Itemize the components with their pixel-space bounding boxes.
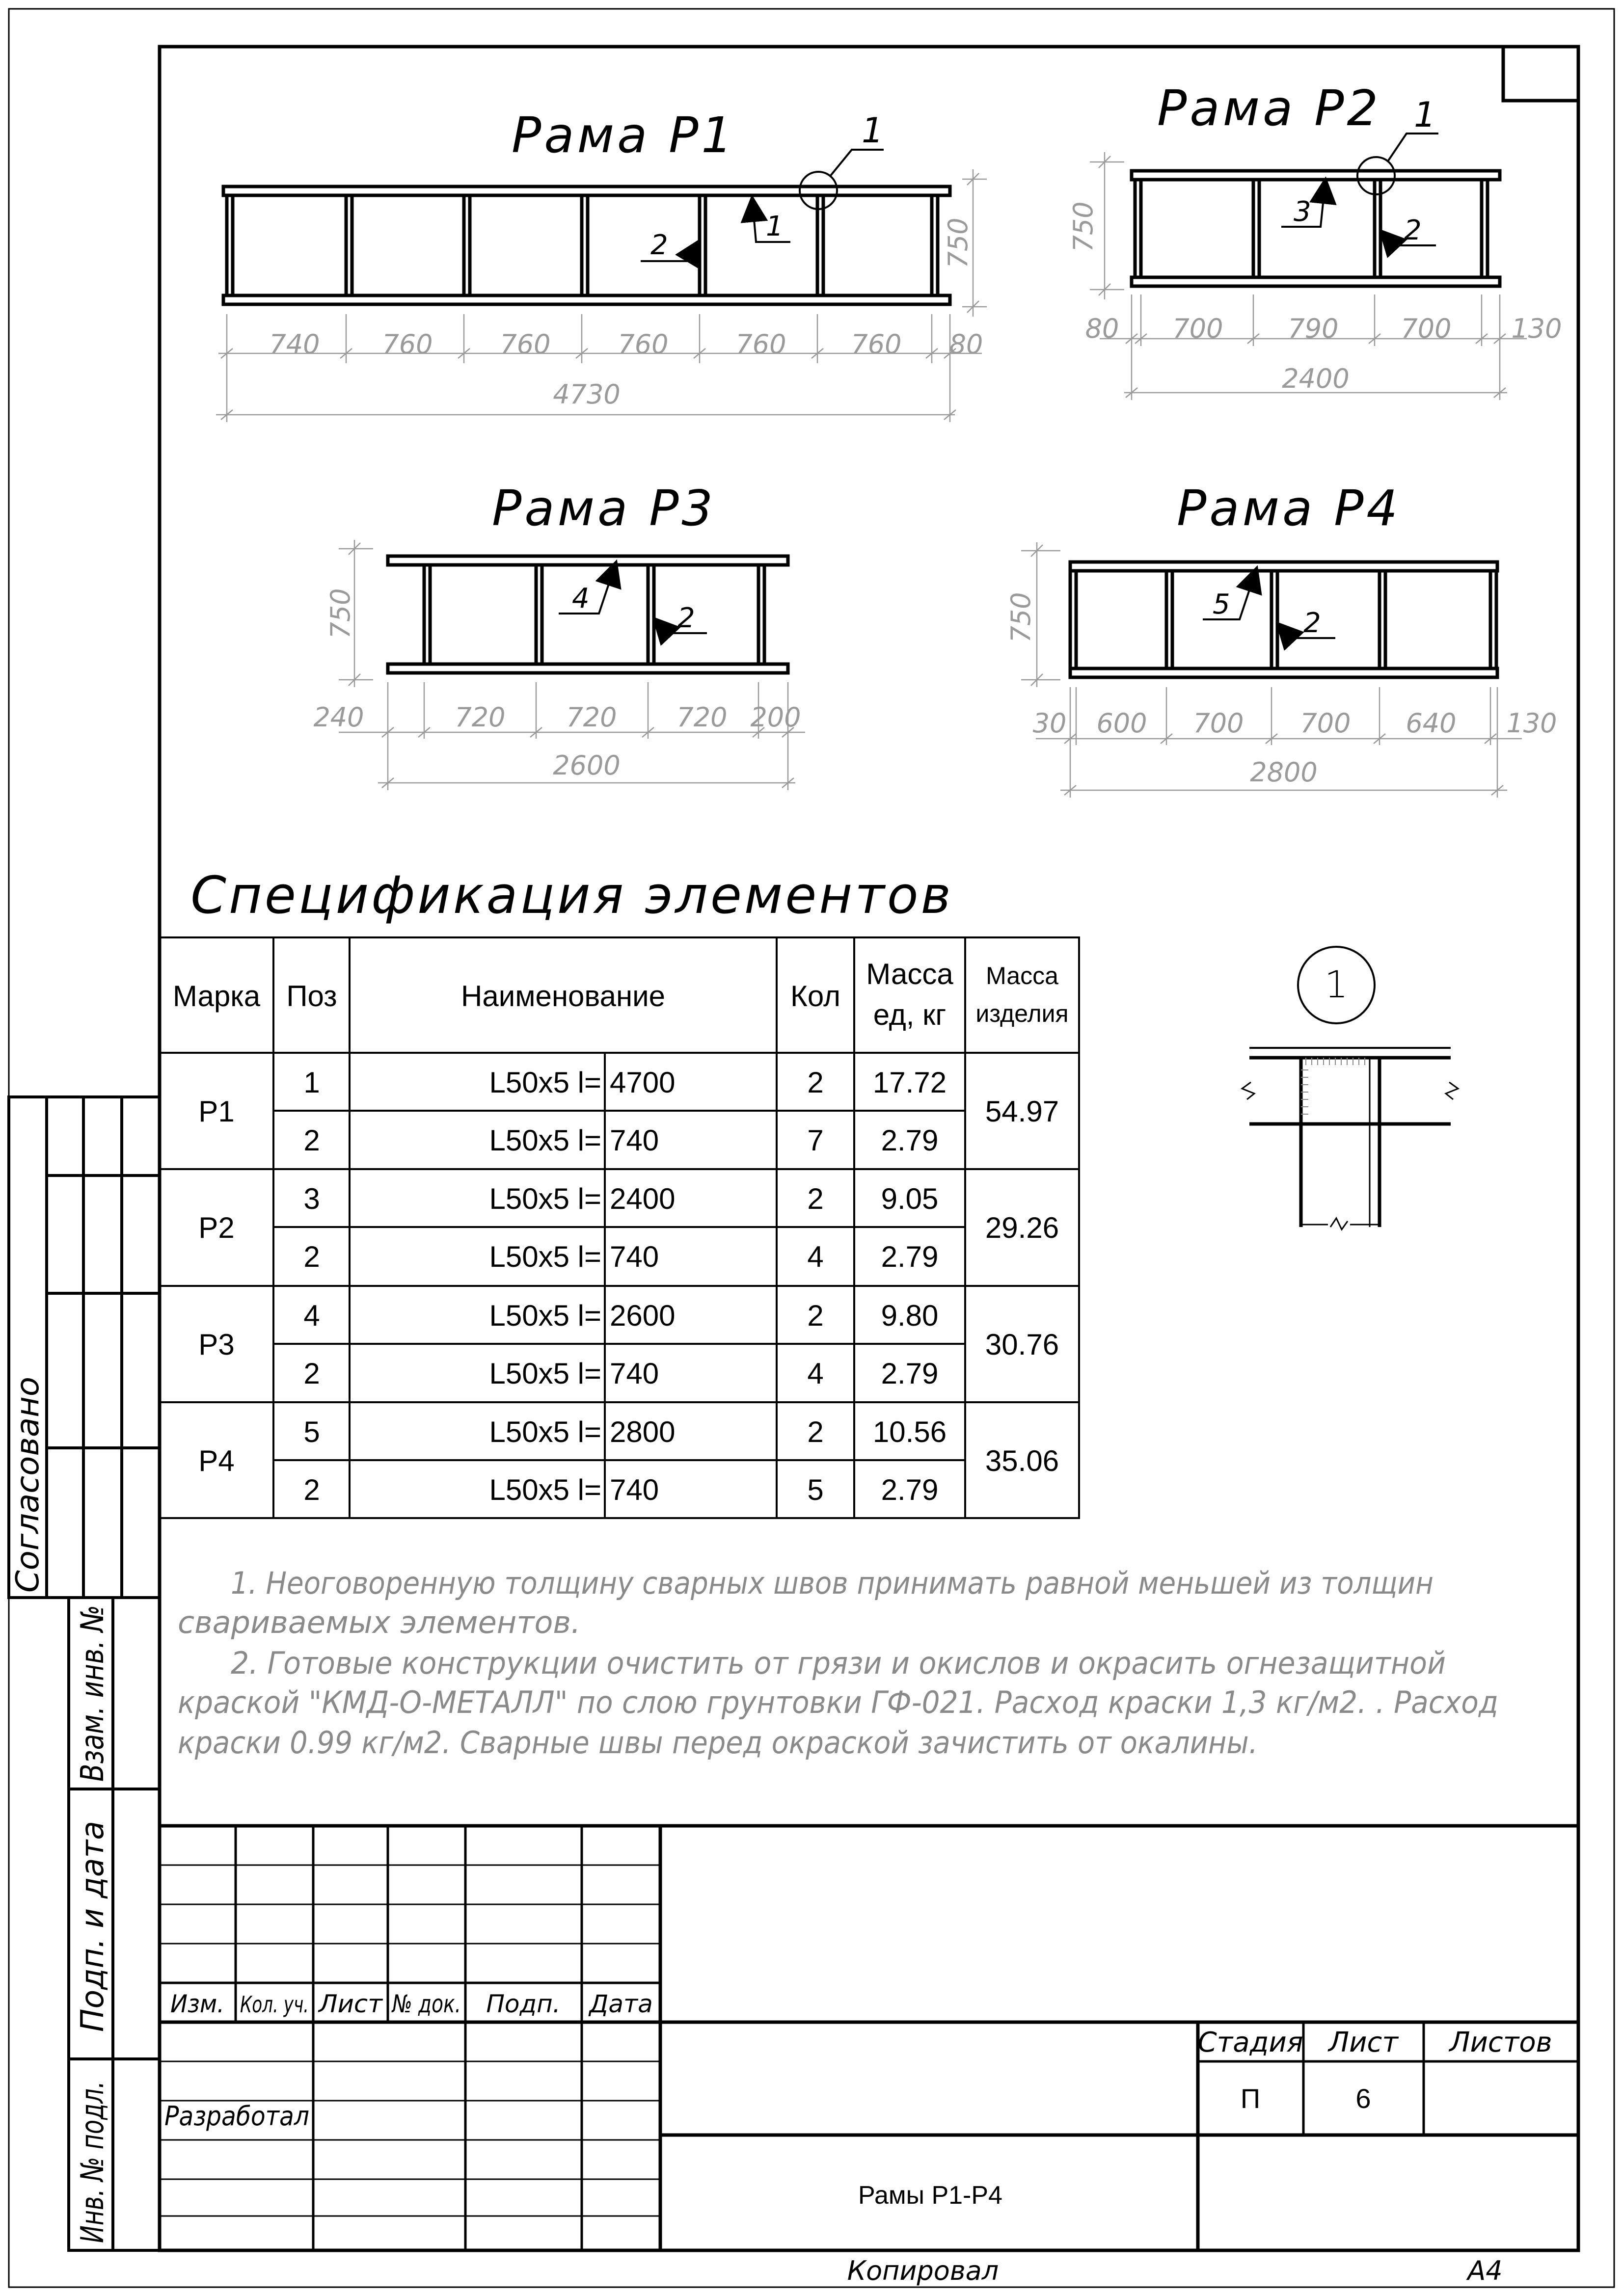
tb-sheets-header: Листов [1449, 2027, 1552, 2058]
spec-mark: Р1 [198, 1095, 235, 1128]
spec-unit: 9.05 [881, 1182, 939, 1215]
detail-node-1 [1242, 947, 1458, 1229]
frame-p2-pos-3: 3 [1294, 196, 1311, 228]
spec-len: 2800 [610, 1415, 676, 1448]
tb-sheet-header: Лист [1328, 2027, 1398, 2058]
frame-p1-dim-1: 740 [269, 329, 320, 360]
frame-p2-dim-left: 80 [1085, 313, 1119, 344]
frame-p3-total: 2600 [553, 750, 621, 781]
spec-unit: 9.80 [881, 1299, 939, 1332]
spec-name: L50x5 l= [489, 1240, 601, 1273]
frame-p1-callout: 1 [862, 110, 884, 151]
spec-title: Спецификация элементов [190, 865, 953, 925]
spec-head-pos: Поз [286, 980, 337, 1013]
frame-p3 [313, 480, 805, 790]
frame-p2 [1068, 80, 1562, 400]
spec-pos: 2 [303, 1357, 320, 1390]
spec-pos: 2 [303, 1240, 320, 1273]
frame-p2-title: Рама Р2 [1157, 80, 1381, 137]
spec-pos: 4 [303, 1299, 320, 1332]
frame-p1-dim-3: 760 [500, 329, 551, 360]
frame-p3-dim-2: 720 [566, 702, 617, 733]
detail-label: 1 [1324, 962, 1349, 1006]
spec-name: L50x5 l= [489, 1124, 601, 1157]
frame-p2-pos-2: 2 [1404, 214, 1422, 246]
spec-qty: 5 [807, 1473, 824, 1506]
frame-p4-dim-right: 130 [1506, 708, 1557, 739]
spec-mass: 29.26 [985, 1211, 1059, 1244]
frame-p1-height: 750 [943, 217, 974, 268]
spec-mark: Р4 [198, 1444, 235, 1477]
spec-pos: 2 [303, 1473, 320, 1506]
spec-unit: 2.79 [881, 1473, 939, 1506]
spec-qty: 7 [807, 1124, 824, 1157]
tb-col-podp: Подп. [486, 1990, 561, 2018]
spec-name: L50x5 l= [489, 1066, 601, 1099]
side-inv: Инв. № подл. [75, 2026, 111, 2243]
spec-name: L50x5 l= [489, 1473, 601, 1506]
spec-qty: 4 [807, 1357, 824, 1390]
spec-len: 740 [610, 1357, 659, 1390]
spec-head-mass-item-1: Масса [986, 962, 1058, 989]
frame-p2-height: 750 [1068, 201, 1099, 252]
spec-head-mark: Марка [172, 980, 261, 1013]
spec-qty: 2 [807, 1299, 824, 1332]
side-vzam: Взам. инв. № [75, 1568, 111, 1782]
frame-p4-dim-4: 640 [1406, 708, 1457, 739]
spec-unit: 10.56 [872, 1415, 947, 1448]
frame-p4-pos-2: 2 [1303, 607, 1321, 639]
tb-col-date: Дата [589, 1990, 653, 2018]
tb-stage-value: П [1240, 2083, 1261, 2114]
note-1-line-2: свариваемых элементов. [178, 1604, 581, 1640]
spec-len: 740 [610, 1240, 659, 1273]
note-1-line-1: 1. Неоговоренную толщину сварных швов принимать равной меньшей из толщин [231, 1565, 1434, 1601]
tb-developer: Разработал [164, 2101, 309, 2132]
frame-p4-total: 2800 [1250, 757, 1318, 788]
spec-mark: Р2 [198, 1211, 235, 1244]
side-podp: Подп. и дата [75, 1818, 111, 2032]
spec-qty: 2 [807, 1182, 824, 1215]
frame-p4-pos-5: 5 [1213, 588, 1230, 620]
spec-name: L50x5 l= [489, 1182, 601, 1215]
frame-p4-dim-left: 30 [1032, 708, 1067, 739]
frame-p1-dim-5: 760 [735, 329, 786, 360]
spec-mass: 30.76 [985, 1328, 1059, 1361]
spec-head-mass-unit-1: Масса [866, 958, 953, 990]
spec-pos: 1 [303, 1066, 320, 1099]
spec-qty: 4 [807, 1240, 824, 1273]
tb-copied: Копировал [847, 2255, 999, 2286]
side-agreed: Согласовано [10, 1382, 46, 1593]
spec-len: 740 [610, 1473, 659, 1506]
spec-qty: 2 [807, 1066, 824, 1099]
note-2-line-3: краски 0.99 кг/м2. Сварные швы перед окраской зачистить от окалины. [178, 1725, 1258, 1761]
spec-len: 2400 [610, 1182, 676, 1215]
frame-p1-pos-2: 2 [650, 229, 668, 261]
frame-p4-dim-1: 600 [1096, 708, 1147, 739]
spec-mass: 54.97 [985, 1095, 1059, 1128]
spec-head-name: Наименование [461, 980, 665, 1013]
spec-unit: 2.79 [881, 1357, 939, 1390]
frame-p1-dim-4: 760 [618, 329, 669, 360]
tb-col-list: Лист [317, 1990, 383, 2018]
frame-p2-dim-3: 700 [1401, 313, 1452, 344]
tb-drawing-name: Рамы Р1-Р4 [858, 2181, 1002, 2210]
spec-len: 4700 [610, 1066, 676, 1099]
spec-unit: 17.72 [872, 1066, 947, 1099]
spec-mass: 35.06 [985, 1444, 1059, 1477]
tb-stage-header: Стадия [1197, 2027, 1303, 2058]
frame-p4 [1005, 480, 1557, 798]
spec-table [160, 865, 1079, 1518]
spec-head-mass-unit-2: ед, кг [873, 998, 947, 1031]
frame-p3-dim-left: 240 [313, 702, 364, 733]
spec-pos: 2 [303, 1124, 320, 1157]
tb-format: А4 [1467, 2255, 1503, 2286]
spec-head-mass-item-2: изделия [975, 1000, 1069, 1027]
frame-p3-pos-4: 4 [572, 583, 590, 614]
note-2-line-2: краской "КМД-О-МЕТАЛЛ" по слою грунтовки ГФ-021. Расход краски 1,3 кг/м2. . Расход [178, 1684, 1498, 1720]
frame-p3-height: 750 [325, 588, 356, 639]
frame-p2-dim-2: 790 [1288, 313, 1339, 344]
spec-len: 740 [610, 1124, 659, 1157]
frame-p4-title: Рама Р4 [1176, 480, 1401, 537]
frame-p3-dim-3: 720 [676, 702, 728, 733]
spec-pos: 5 [303, 1415, 320, 1448]
spec-mark: Р3 [198, 1328, 235, 1361]
frame-p1-pos-1: 1 [766, 211, 784, 242]
frame-p1-posts [227, 195, 938, 295]
frame-p3-dim-right: 200 [750, 702, 801, 733]
tb-col-kol: Кол. уч. [240, 1991, 309, 2018]
note-2-line-1: 2. Готовые конструкции очистить от грязи и окислов и окрасить огнезащитной [231, 1645, 1446, 1681]
notes [178, 1565, 1498, 1761]
frame-p3-pos-2: 2 [677, 602, 695, 634]
frame-p1-total: 4730 [553, 379, 621, 410]
frame-p2-dim-1: 700 [1172, 313, 1223, 344]
frame-p4-dim-3: 700 [1300, 708, 1351, 739]
frame-p3-title: Рама Р3 [491, 480, 716, 537]
tb-sheet-value: 6 [1355, 2083, 1371, 2114]
frame-p2-dim-right: 130 [1511, 313, 1562, 344]
spec-unit: 2.79 [881, 1240, 939, 1273]
frame-p2-callout: 1 [1414, 95, 1436, 135]
spec-name: L50x5 l= [489, 1357, 601, 1390]
tb-col-izm: Изм. [170, 1990, 224, 2018]
spec-head-qty: Кол [790, 980, 841, 1013]
tb-col-doc: № док. [391, 1990, 461, 2018]
frame-p1 [216, 107, 987, 422]
frame-p1-dim-7: 80 [949, 329, 983, 360]
spec-len: 2600 [610, 1299, 676, 1332]
spec-qty: 2 [807, 1415, 824, 1448]
spec-unit: 2.79 [881, 1124, 939, 1157]
frame-p4-dim-2: 700 [1193, 708, 1244, 739]
spec-name: L50x5 l= [489, 1415, 601, 1448]
frame-p4-height: 750 [1005, 592, 1036, 643]
frame-p2-total: 2400 [1282, 363, 1350, 394]
frame-p1-dims [269, 217, 983, 410]
frame-p1-dim-6: 760 [851, 329, 902, 360]
spec-name: L50x5 l= [489, 1299, 601, 1332]
frame-p1-title: Рама Р1 [511, 107, 736, 164]
frame-p1-dim-2: 760 [382, 329, 433, 360]
frame-p3-dim-1: 720 [455, 702, 506, 733]
spec-pos: 3 [303, 1182, 320, 1215]
